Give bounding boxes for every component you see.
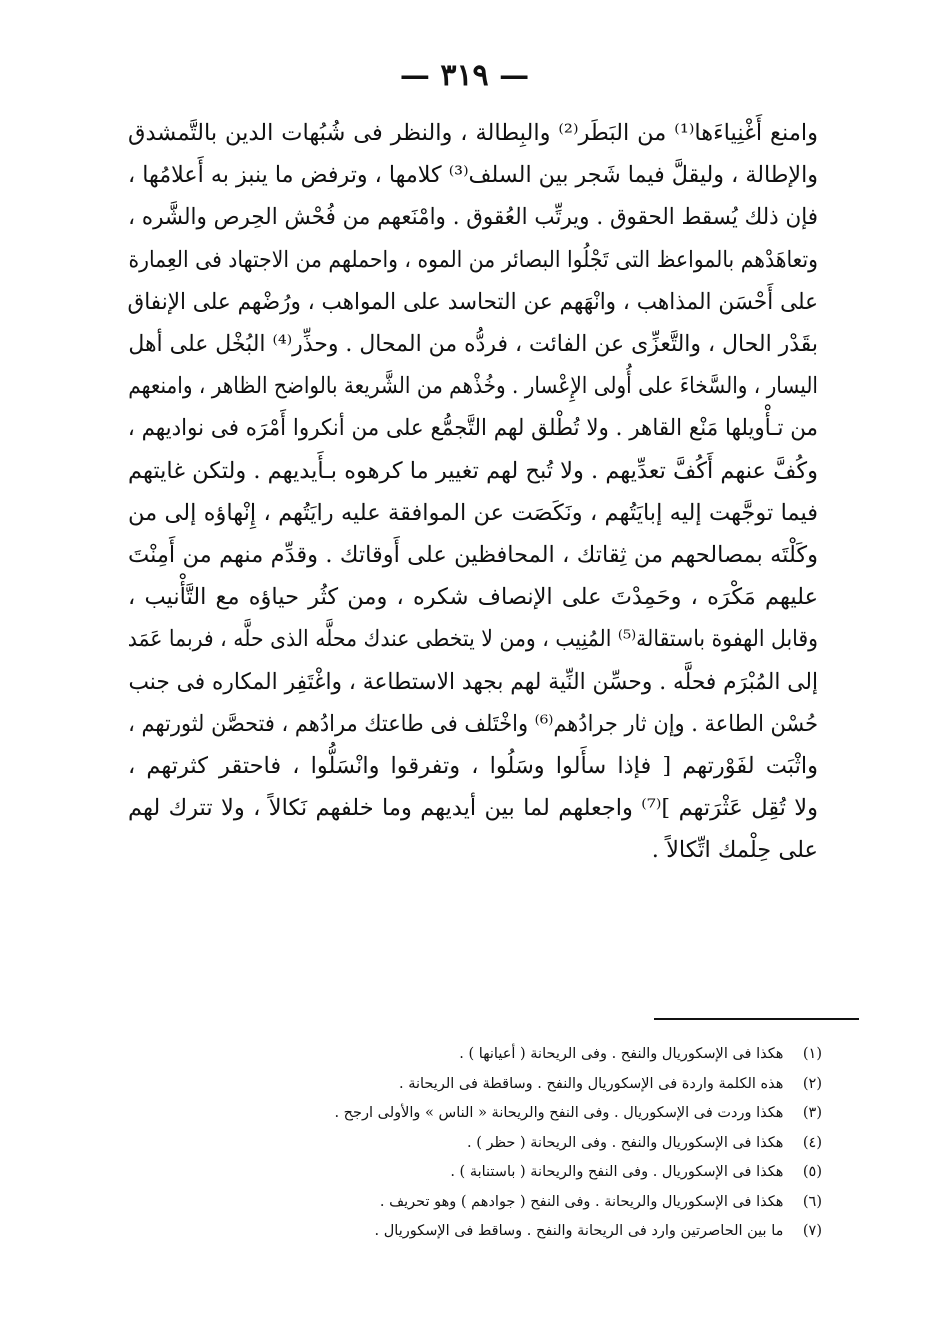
footnote-number: (٧) bbox=[802, 1223, 822, 1239]
footnote bbox=[300, 1099, 822, 1129]
footnote-text: هكذا وردت فى الإسكوريال . وفى النفح والريحانة « الناس » والأولى ارجح . bbox=[334, 1105, 784, 1121]
body-line: حُسْن الطاعة . وإن ثار جرادُهم⁽⁶⁾ واخْتَلف فى طاعتك مرادُهم ، فتحصَّن لثورتهم ، bbox=[128, 710, 818, 737]
footnote-text: هكذا فى الإسكوريال والريحانة . وفى النفح ( جوادهم ) وهو تحريف . bbox=[379, 1193, 784, 1210]
footnote-number: (١) bbox=[802, 1046, 822, 1062]
footnote-number: (٦) bbox=[802, 1193, 822, 1210]
footnote-number: (٢) bbox=[802, 1075, 822, 1092]
footnote-number: (٥) bbox=[802, 1164, 822, 1180]
body-line: بقَدْر الحال ، والتَّعزِّى عن الفائت ، فردُّه من المحال . وحذِّر⁽⁴⁾ البُخْل على أهل bbox=[128, 331, 818, 358]
body-line: وكَلْتَه بمصالحهم من ثِقاتك ، المحافظين على أَوقاتك . وقدِّم منهم من أَمِنْتَ bbox=[128, 542, 818, 569]
body-line: على أَحْسَن المذاهب ، وانْهَهم عن التحاسد على المواهب ، ورُضْهم على الإنفاق bbox=[127, 288, 818, 315]
body-line: وقابل الهفوة باستقالة⁽⁵⁾ المُنِيب ، ومن لا يتخطى عندك محلَّه الذى حلَّه ، فربما عَمَد bbox=[127, 626, 818, 653]
footnote-text: هكذا فى الإسكوريال . وفى النفح والريحانة ( باستنابة ) . bbox=[450, 1164, 784, 1180]
footnote-text: هكذا فى الإسكوريال والنفح . وفى الريحانة ( أعيانها ) . bbox=[459, 1046, 784, 1062]
footnote-text: ما بين الحاصرتين وارد فى الريحانة والنفح . وساقط فى الإسكوريال . bbox=[374, 1223, 784, 1239]
body-line: من تـأْويلها مَنْع القاهر . ولا تُطْلق لهم التَّجمُّع على من أنكروا أَمْرَه فى نواديهم ، bbox=[127, 415, 818, 442]
body-line: وامنع أَغْنِياءَها⁽¹⁾ من البَطَر⁽²⁾ والبِطالة ، والنظر فى شُبُهات الدين بالتَّمشدق bbox=[128, 120, 818, 146]
footnote bbox=[300, 1070, 822, 1100]
body-line: فإن ذلك يُسقط الحقوق . ويرتِّب العُقوق . وامْنَعهم من فُحْش الحِرص والشَّره ، bbox=[128, 204, 818, 231]
body-line: واثْبَت لفَوْرتهم [ فإذا سأَلوا وسَلُوا ، وتفرقوا وانْسَلُّوا ، فاحتقر كثرتهم ، bbox=[128, 753, 818, 780]
footnote bbox=[300, 1040, 822, 1070]
footnote-text: هذه الكلمة واردة فى الإسكوريال والنفح . وساقطة فى الريحانة . bbox=[398, 1075, 784, 1092]
footnote bbox=[300, 1129, 822, 1159]
footnote bbox=[300, 1158, 822, 1188]
body-line: إلى المُبْرَم فحلَّه . وحسِّن النِّية لهم بجهد الاستطاعة ، واغْتَفِر المكاره فى جنب bbox=[128, 668, 819, 695]
body-line: عليهم مَكْرَه ، وحَمِدْتَ على الإنصاف شكره ، ومن كثُر حياؤه مع التَّأْنيب ، bbox=[128, 584, 818, 611]
footnote-text: هكذا فى الإسكوريال والنفح . وفى الريحانة ( حظر ) . bbox=[467, 1134, 784, 1151]
footnotes bbox=[300, 1040, 822, 1247]
footnote bbox=[300, 1188, 822, 1218]
body-line: وتعاهَدْهم بالمواعظ التى تَجْلُوا البصائر من الموه ، واحملهم من الاجتهاد فى العِمارة bbox=[128, 246, 818, 273]
body-line: اليسار ، والسَّخاءَ على أُولى الإِعْسار . وخُذْهم من الشَّريعة بالواضح الظاهر ، وامنعهم bbox=[128, 373, 818, 400]
footnote-number: (٣) bbox=[802, 1105, 822, 1121]
body-line: على حِلْمك اتِّكالاً . bbox=[651, 837, 818, 864]
footnote bbox=[300, 1217, 822, 1247]
body-line: والإطالة ، وليقلَّ فيما شَجر بين السلف⁽³⁾ كلامها ، وترفض ما ينبز به أَعلامُها ، bbox=[127, 162, 818, 189]
body-text bbox=[128, 112, 818, 872]
page-number: — ٣١٩ — bbox=[399, 58, 530, 93]
body-line: فيما توجَّهت إليه إبايَتُهم ، ونَكَصَت عن الموافقة عليه رايَتُهم ، إِنْهاؤه إلى من bbox=[128, 499, 818, 526]
footnote-number: (٤) bbox=[802, 1134, 822, 1151]
footnote-separator bbox=[654, 1018, 859, 1020]
body-line: ولا تُقِل عَثْرَتهم ]⁽⁷⁾ واجعلهم لما بين أيديهم وما خلفهم نَكالاً ، ولا تترك لهم bbox=[128, 795, 818, 822]
body-line: وكُفَّ عنهم أَكُفَّ تعدِّيهم . ولا تُبح لهم تغيير ما كرهوه بـأَيديهم . ولتكن غايتهم bbox=[127, 457, 818, 484]
